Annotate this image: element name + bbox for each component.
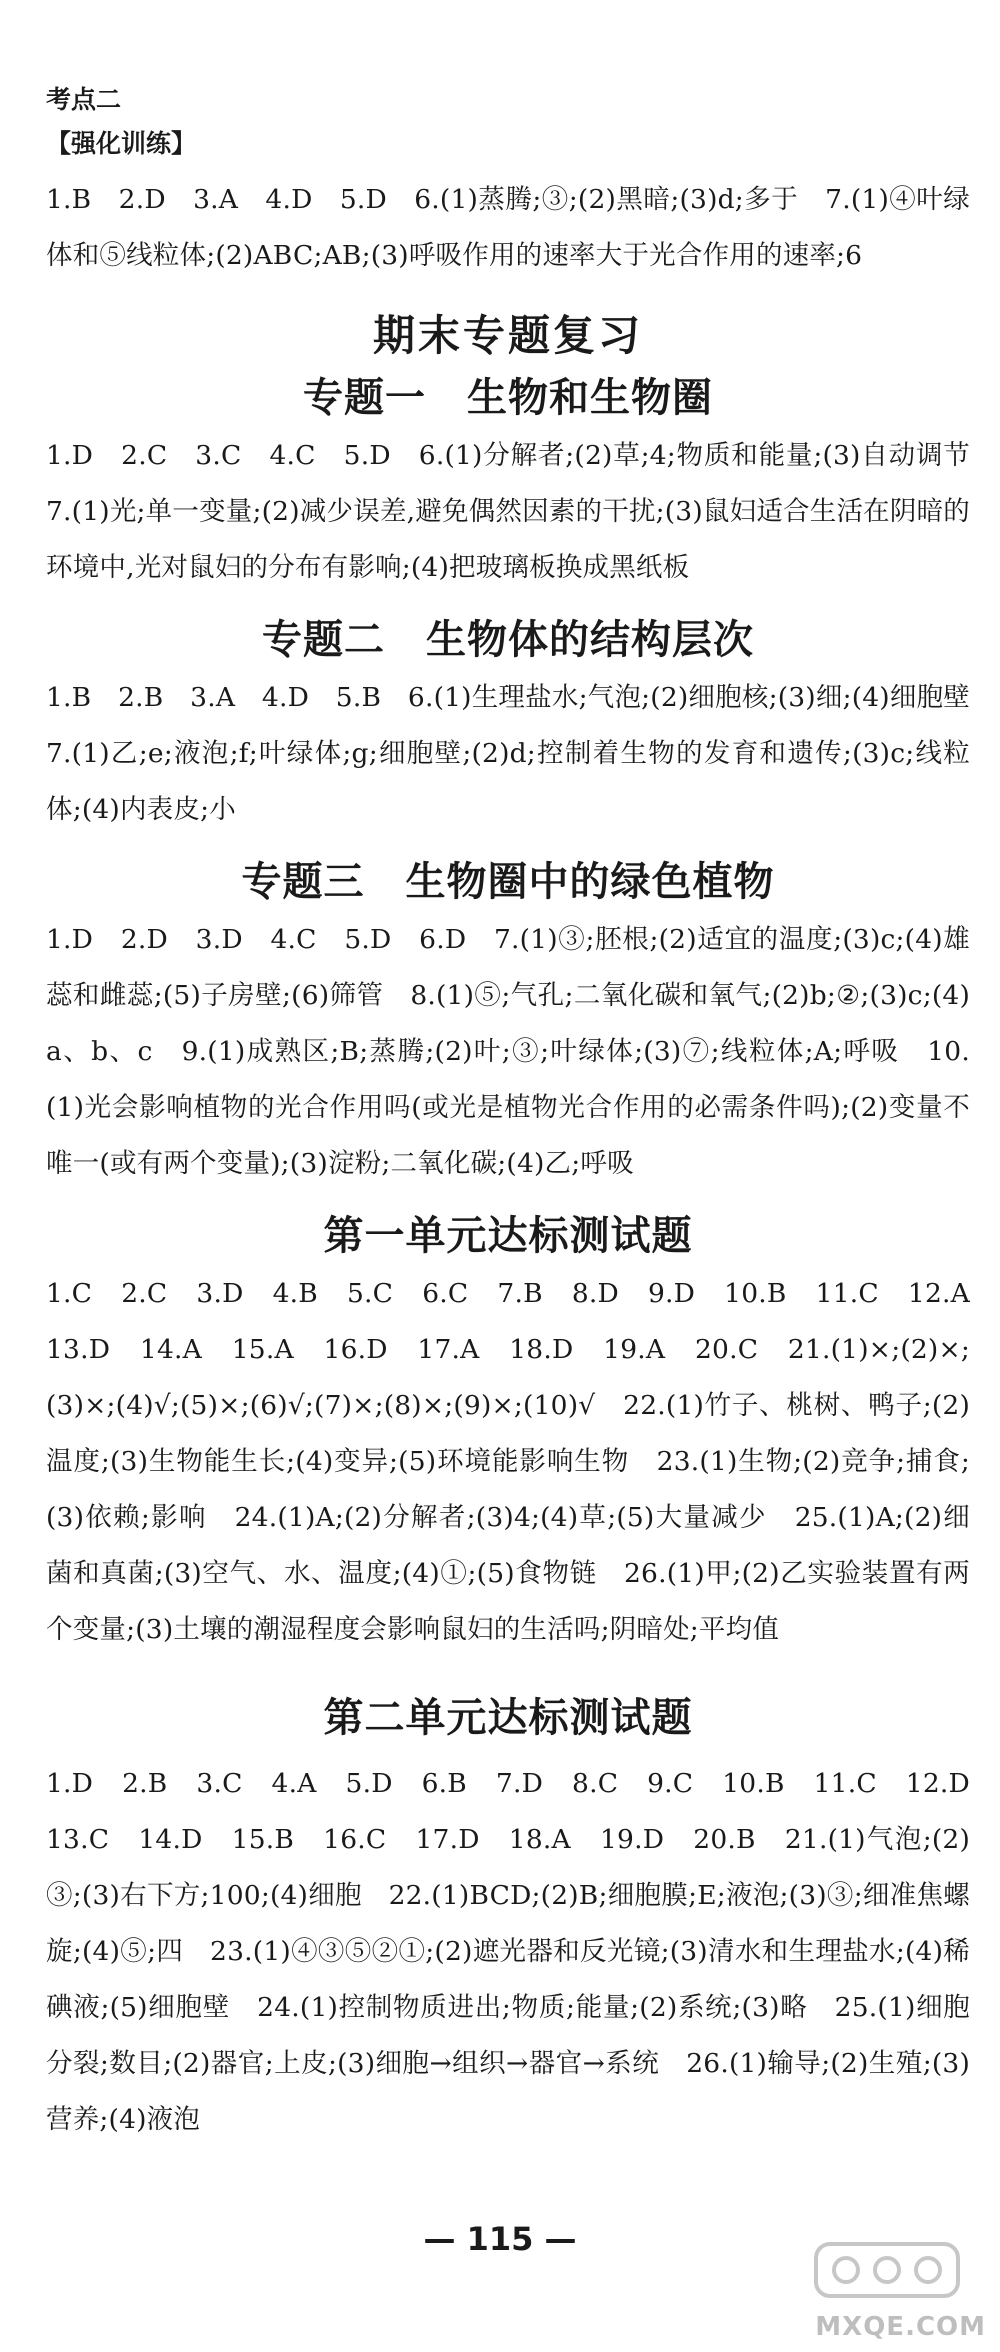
section-answers-4: 1.C 2.C 3.D 4.B 5.C 6.C 7.B 8.D 9.D 10.B 11.C 12.A 13.D 14.A 15.A 16.D 17.A 18.D 19.A 20.C 21.(1)×;(2)×;(3)×;(4)√;(5)×;(6)√;(7)×;(8)×;(9)×;(10)√ 22.(1)竹子、桃树、鸭子;(2)温度;(3)生物能生长;(4)变异;(5)环境能影响生物 23.(1)生物;(2)竞争;捕食;(3)依赖;影响 24.(1)A;(2)分解者;(3)4;(4)草;(5)大量减少 25.(1)A;(2)细菌和真菌;(3)空气、水、温度;(4)①;(5)食物链 26.(1)甲;(2)乙实验装置有两个变量;(3)土壤的潮湿程度会影响鼠妇的生活吗;阴暗处;平均值 xyxy=(46,1278,997,1645)
section-title-4: 第一单元达标测试题 xyxy=(323,1213,693,1259)
section-title-2: 专题二 生物体的结构层次 xyxy=(262,617,754,663)
section-answers-1: 1.D 2.C 3.C 4.C 5.D 6.(1)分解者;(2)草;4;物质和能量;(3)自动调节 7.(1)光;单一变量;(2)减少误差,避免偶然因素的干扰;(3)鼠妇适合生活在阴暗的环境中,光对鼠妇的分布有影响;(4)把玻璃板换成黑纸板 xyxy=(46,440,997,583)
page-number: — 115 — xyxy=(423,2220,577,2258)
watermark xyxy=(802,2236,992,2346)
section-answers-2: 1.B 2.B 3.A 4.D 5.B 6.(1)生理盐水;气泡;(2)细胞核;(3)细;(4)细胞壁 7.(1)乙;e;液泡;f;叶绿体;g;细胞壁;(2)d;控制着生物的发育和遗传;(3)c;线粒体;(4)内表皮;小 xyxy=(46,682,997,825)
watermark-site: MXQE.COM xyxy=(815,2312,986,2342)
main-title: 期末专题复习 xyxy=(372,311,643,360)
section-label: 考点二 xyxy=(46,85,122,114)
section-title-3: 专题三 生物圈中的绿色植物 xyxy=(241,859,775,905)
section-title-1: 专题一 生物和生物圈 xyxy=(303,375,713,421)
section-title-5: 第二单元达标测试题 xyxy=(323,1695,693,1741)
section-answers-3: 1.D 2.D 3.D 4.C 5.D 6.D 7.(1)③;胚根;(2)适宜的温度;(3)c;(4)雄蕊和雌蕊;(5)子房壁;(6)筛管 8.(1)⑤;气孔;二氧化碳和氧气;(2)b;②;(3)c;(4)a、b、c 9.(1)成熟区;B;蒸腾;(2)叶;③;叶绿体;(3)⑦;线粒体;A;呼吸 10.(1)光会影响植物的光合作用吗(或光是植物光合作用的必需条件吗);(2)变量不唯一(或有两个变量);(3)淀粉;二氧化碳;(4)乙;呼吸 xyxy=(46,924,970,1179)
watermark-logo-icon xyxy=(812,2236,962,2304)
intro-answers: 1.B 2.D 3.A 4.D 5.D 6.(1)蒸腾;③;(2)黑暗;(3)d;多于 7.(1)④叶绿体和⑤线粒体;(2)ABC;AB;(3)呼吸作用的速率大于光合作用的速率;6 xyxy=(46,184,970,271)
subsection-label: 【强化训练】 xyxy=(46,129,197,158)
section-answers-5: 1.D 2.B 3.C 4.A 5.D 6.B 7.D 8.C 9.C 10.B 11.C 12.D 13.C 14.D 15.B 16.C 17.D 18.A 19.D 20.B 21.(1)气泡;(2)③;(3)右下方;100;(4)细胞 22.(1)BCD;(2)B;细胞膜;E;液泡;(3)③;细准焦螺旋;(4)⑤;四 23.(1)④③⑤②①;(2)遮光器和反光镜;(3)清水和生理盐水;(4)稀碘液;(5)细胞壁 24.(1)控制物质进出;物质;能量;(2)系统;(3)略 25.(1)细胞分裂;数目;(2)器官;上皮;(3)细胞→组织→器官→系统 26.(1)输导;(2)生殖;(3)营养;(4)液泡 xyxy=(46,1768,997,2135)
